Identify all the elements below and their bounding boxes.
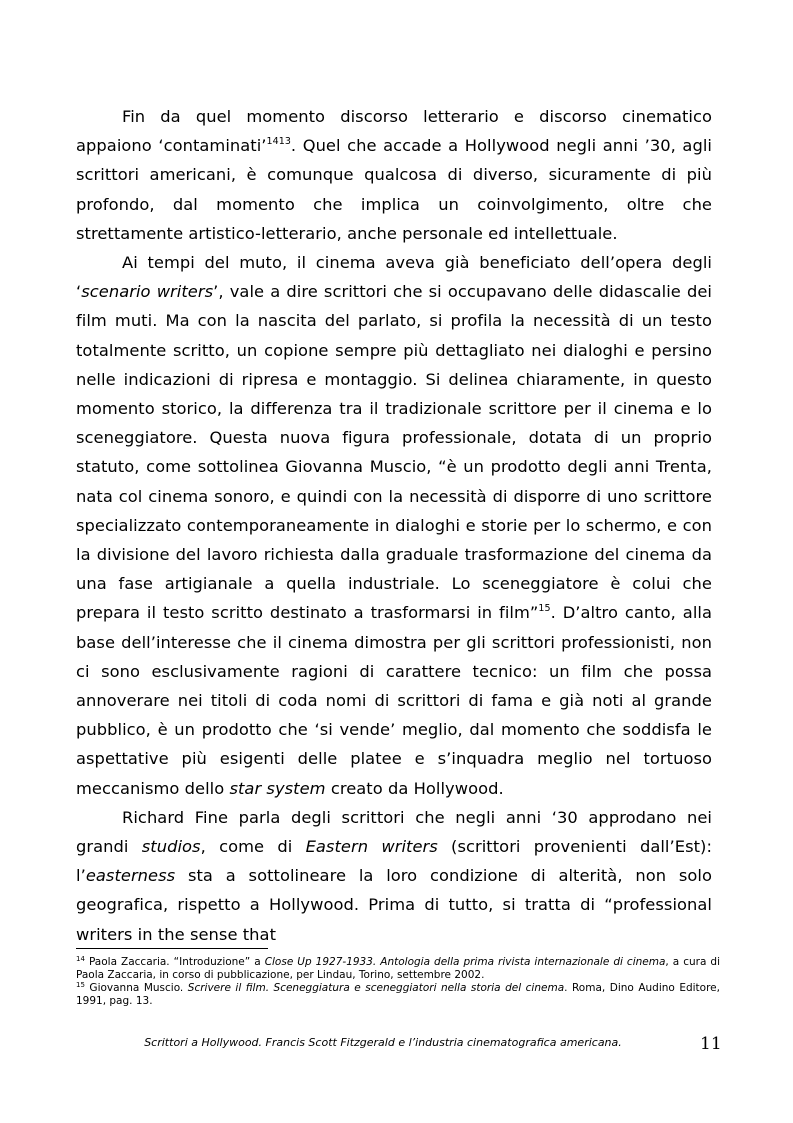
footnote-ref: 15 (538, 603, 551, 615)
text-run: . Roma, Dino Audino Editore, 1991, pag. 13. (76, 982, 720, 1007)
paragraph-3 (76, 803, 712, 949)
footnotes (76, 956, 720, 1008)
footnote-separator (76, 948, 268, 949)
footnote-ref: 14 (76, 955, 85, 963)
text-run: , come di (200, 837, 306, 857)
text-run: sta a sottolineare la loro condizione di alterità, non solo geografica, rispetto a Hollywood. Prima di tutto, si tratta di “professional writers in the sense that (76, 866, 712, 944)
text-run: ’, vale a dire scrittori che si occupavano delle didascalie dei film muti. Ma con la nascita del parlato, si profila la necessità di un testo totalmente scritto, un copione sempre più dettagliato nei dialoghi e persino nelle indicazioni di ripresa e montaggio. Si delinea chiaramente, in questo momento storico, la differenza tra il tradizionale scrittore per il cinema e lo sceneggiatore. Questa nuova figura professionale, dotata di un proprio statuto, come sottolinea Giovanna Muscio, “è un prodotto degli anni Trenta, nata col cinema sonoro, e quindi con la necessità di disporre di uno scrittore specializzato contemporaneamente in dialoghi e storie per lo schermo, e con la divisione del lavoro richiesta dalla graduale trasformazione del cinema da una fase artigianale a quella industriale. Lo sceneggiatore è colui che prepara il testo scritto destinato a trasformarsi in film” (76, 282, 712, 623)
italic-text: scenario writers (81, 282, 214, 302)
italic-text: star system (229, 778, 326, 798)
text-run: creato da Hollywood. (325, 778, 504, 798)
paragraph-2 (76, 248, 712, 803)
text-run: Fin da quel momento discorso letterario e discorso cinematico appaiono ‘contaminati’ (76, 107, 712, 156)
page-number: 11 (700, 1034, 722, 1054)
italic-text: Close Up 1927-1933. Antologia della prima rivista internazionale di cinema (264, 956, 666, 968)
italic-text: easterness (85, 866, 176, 886)
footnote-ref: 1413 (266, 136, 291, 148)
footnote-14 (76, 956, 720, 982)
italic-text: Scrivere il film. Sceneggiatura e sceneggiatori nella storia del cinema (187, 982, 565, 994)
text-run: Paola Zaccaria. “Introduzione” a (84, 956, 265, 968)
footer-title: Scrittori a Hollywood. Francis Scott Fitzgerald e l’industria cinematografica americana. (144, 1036, 622, 1049)
italic-text: studios (141, 837, 201, 857)
text-run: , a cura di Paola Zaccaria, in corso di pubblicazione, per Lindau, Torino, settembre 2002. (76, 956, 720, 981)
text-run: Giovanna Muscio. (84, 982, 188, 994)
text-run: (scrittori provenienti dall’Est): l’ (76, 837, 712, 886)
text-run: . D’altro canto, alla base dell’interesse che il cinema dimostra per gli scrittori professionisti, non ci sono esclusivamente ragioni di carattere tecnico: un film che possa annoverare nei titoli di coda nomi di scrittori di fama e già noti al grande pubblico, è un prodotto che ‘si vende’ meglio, dal momento che soddisfa le aspettative più esigenti delle platee e s’inquadra meglio nel tortuoso meccanismo dello (76, 603, 712, 798)
paragraph-1 (76, 102, 712, 248)
text-run: . Quel che accade a Hollywood negli anni ’30, agli scrittori americani, è comunque qualcosa di diverso, sicuramente di più profondo, dal momento che implica un coinvolgimento, oltre che strettamente artistico-letterario, anche personale ed intellettuale. (76, 136, 712, 243)
text-run: Richard Fine parla degli scrittori che negli anni ‘30 approdano nei grandi (76, 807, 712, 857)
footnote-ref: 15 (76, 981, 85, 989)
body-text (76, 102, 712, 949)
text-run: Ai tempi del muto, il cinema aveva già beneficiato dell’opera degli ‘ (76, 253, 712, 302)
italic-text: Eastern writers (305, 837, 438, 857)
footnote-15 (76, 982, 720, 1008)
